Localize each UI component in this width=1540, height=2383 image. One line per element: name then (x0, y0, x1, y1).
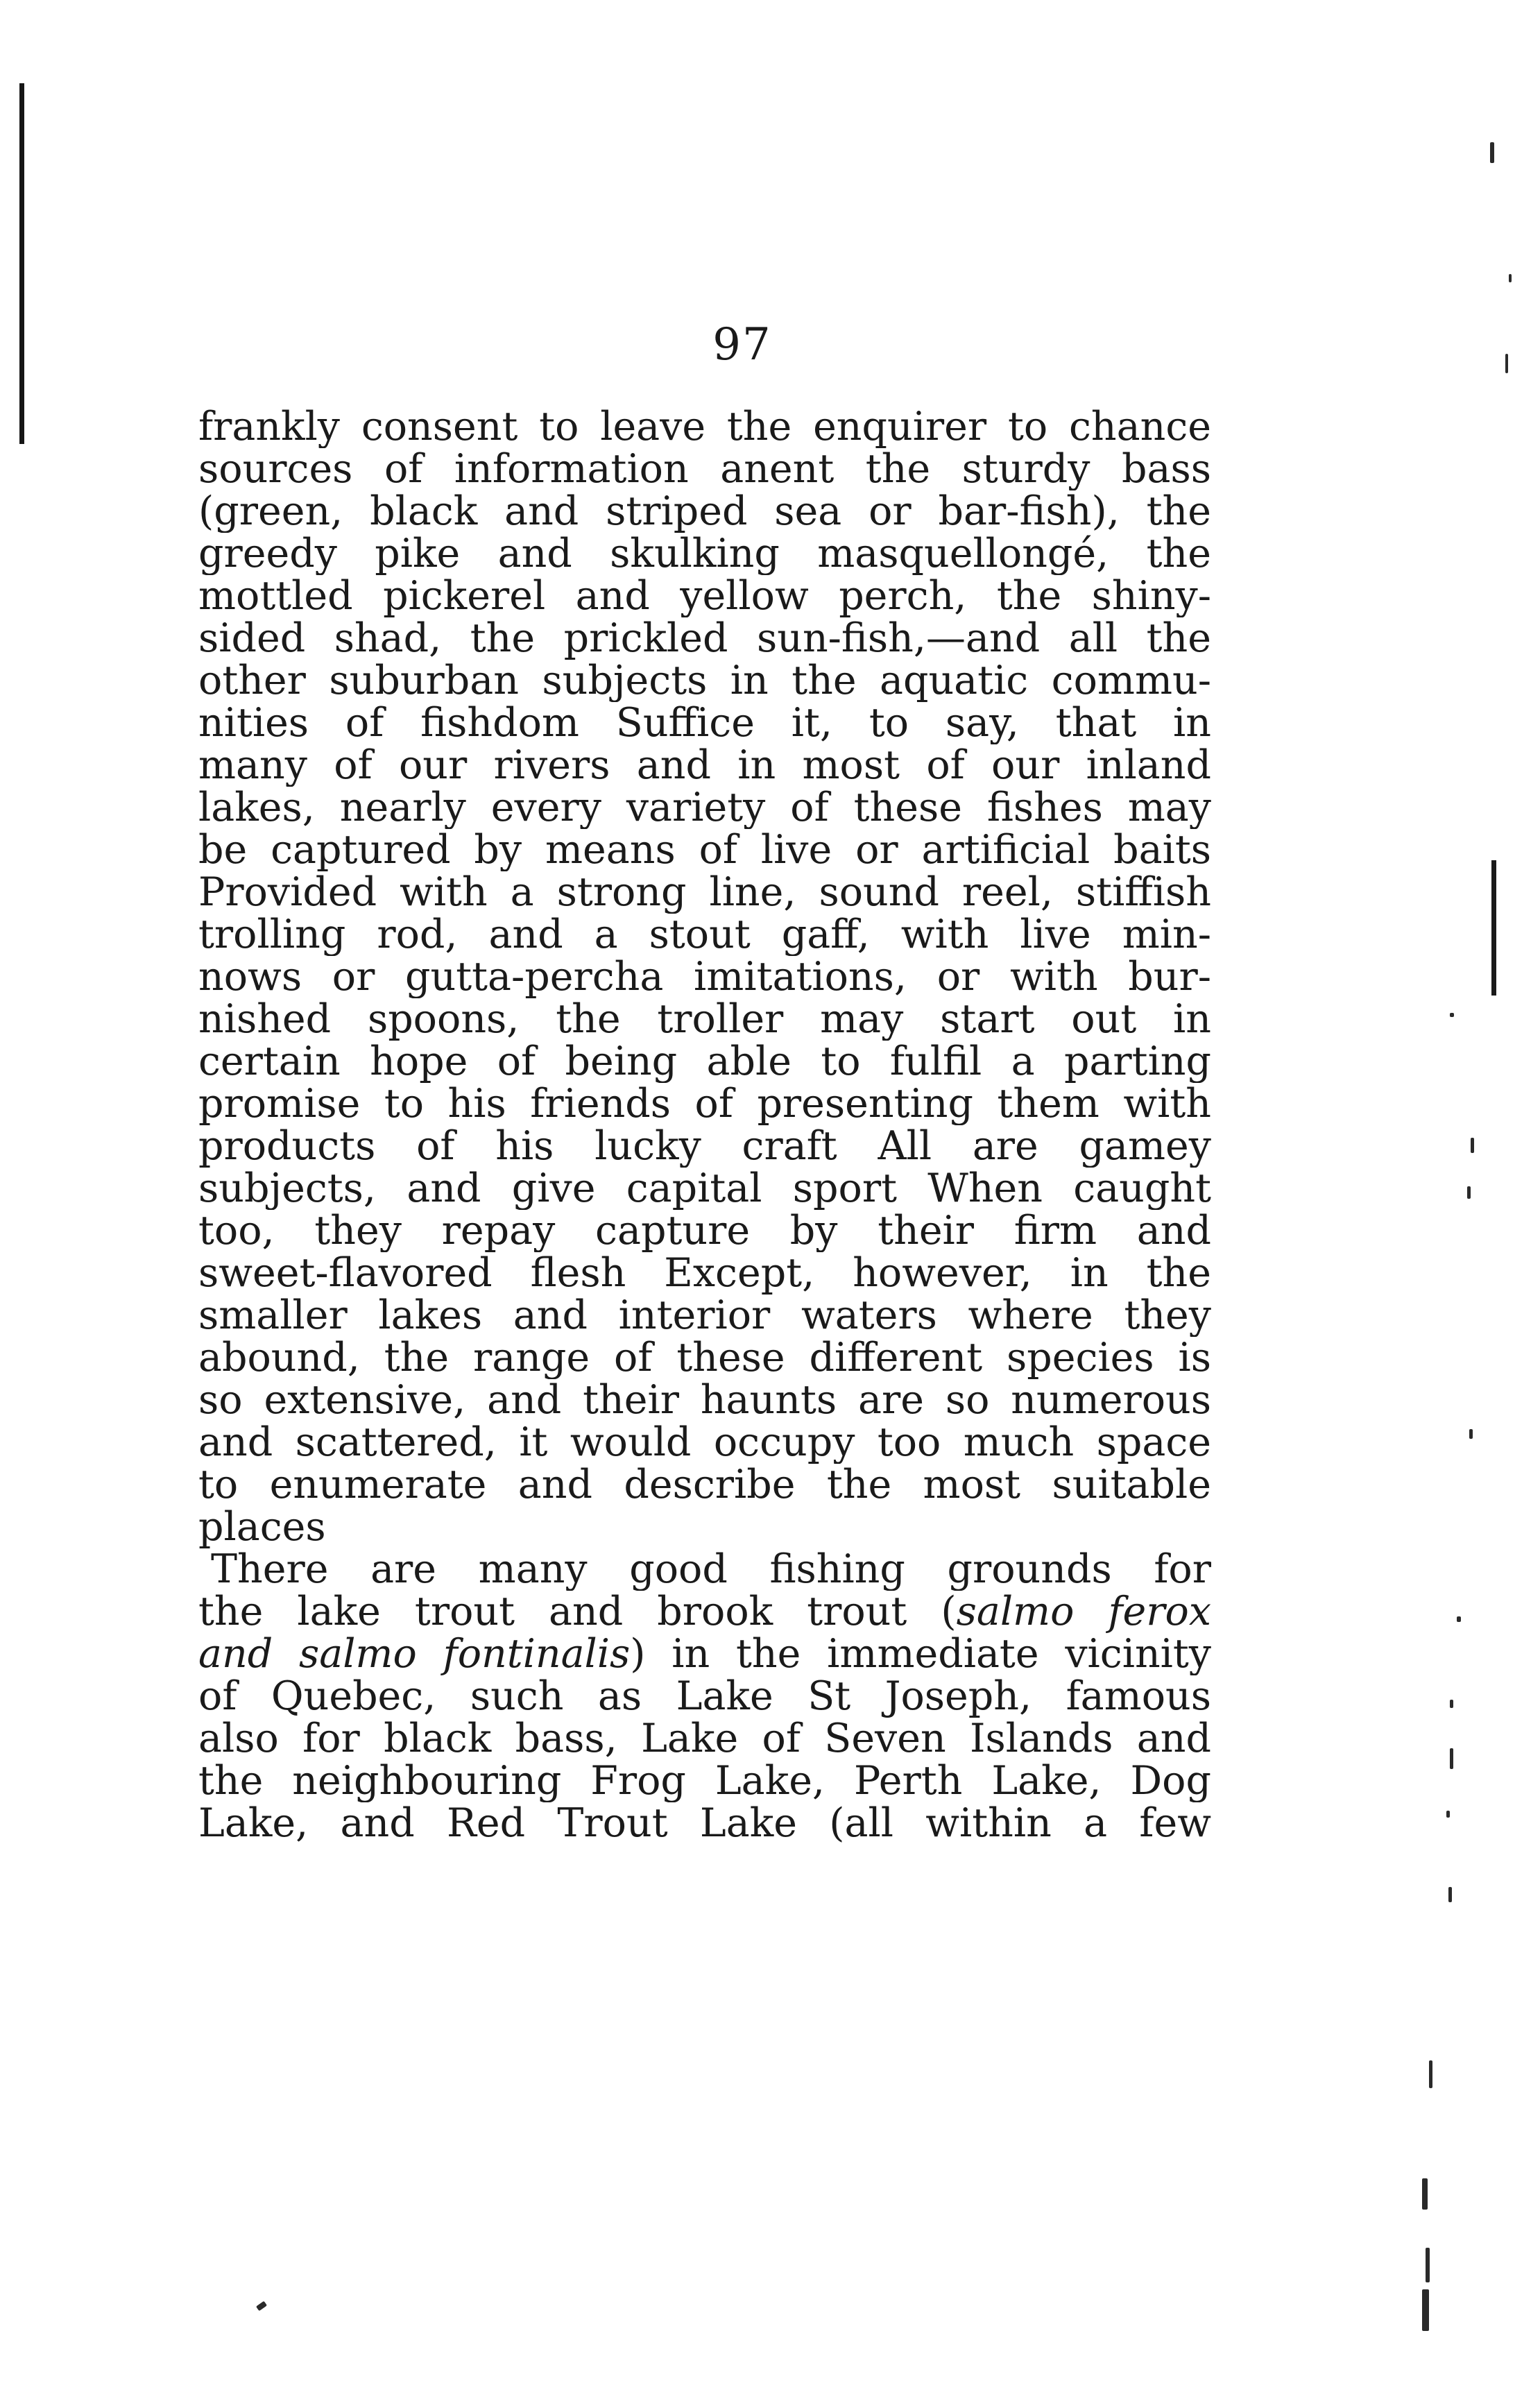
text-line: of Quebec, such as Lake St Joseph, famous (198, 1675, 1211, 1718)
text-line: trolling rod, and a stout gaff, with live min- (198, 914, 1211, 956)
text-line: nows or gutta-percha imitations, or with bur- (198, 956, 1211, 998)
text-line: mottled pickerel and yellow perch, the shiny- (198, 575, 1211, 617)
text-span: the lake trout and brook trout ( (198, 1591, 957, 1633)
scan-speck (1471, 1138, 1474, 1153)
scan-speck (1429, 2060, 1432, 2088)
text-line: nities of fishdom Suffice it, to say, that in (198, 702, 1211, 744)
text-line: There are many good fishing grounds for (211, 1548, 1211, 1591)
text-span: ) in the immediate vicinity (630, 1633, 1211, 1675)
scan-speck (1469, 1429, 1473, 1439)
page-number: 97 (712, 319, 772, 370)
text-line: to enumerate and describe the most suitable (198, 1464, 1211, 1506)
text-line: nished spoons, the troller may start out in (198, 998, 1211, 1041)
body-text (198, 406, 1211, 1845)
text-line (198, 1591, 1211, 1633)
text-line: Provided with a strong line, sound reel, stiffish (198, 871, 1211, 914)
text-line (198, 1633, 1211, 1675)
text-line: abound, the range of these different species is (198, 1337, 1211, 1379)
text-line: lakes, nearly every variety of these fishes may (198, 787, 1211, 829)
text-line: smaller lakes and interior waters where they (198, 1295, 1211, 1337)
scan-speck (1446, 1811, 1450, 1818)
text-line: products of his lucky craft All are gamey (198, 1125, 1211, 1168)
text-line: subjects, and give capital sport When caught (198, 1168, 1211, 1210)
scan-speck (1505, 354, 1508, 373)
text-line: Lake, and Red Trout Lake (all within a few (198, 1802, 1211, 1845)
scan-speck (1509, 274, 1512, 282)
text-line: certain hope of being able to fulfil a parting (198, 1041, 1211, 1083)
scan-speck (256, 2301, 267, 2312)
text-line: frankly consent to leave the enquirer to chance (198, 406, 1211, 448)
text-line: greedy pike and skulking masquellongé, the (198, 533, 1211, 575)
text-line: promise to his friends of presenting them with (198, 1083, 1211, 1125)
scan-speck (1450, 1700, 1453, 1708)
latin-name: salmo ferox (956, 1591, 1211, 1633)
latin-name: and salmo fontinalis (198, 1633, 631, 1675)
text-line: sources of information anent the sturdy bass (198, 448, 1211, 490)
scan-speck (1426, 2248, 1430, 2282)
text-line: too, they repay capture by their firm and (198, 1210, 1211, 1252)
text-line: (green, black and striped sea or bar-fish), the (198, 490, 1211, 533)
text-line: so extensive, and their haunts are so numerous (198, 1379, 1211, 1421)
text-line: places (198, 1506, 326, 1548)
text-line: other suburban subjects in the aquatic commu- (198, 660, 1211, 702)
scan-speck (1457, 1616, 1461, 1622)
text-line: and scattered, it would occupy too much space (198, 1421, 1211, 1464)
text-line: be captured by means of live or artificial baits (198, 829, 1211, 871)
text-line: sweet-flavored flesh Except, however, in the (198, 1252, 1211, 1295)
scan-speck (1450, 1013, 1454, 1017)
text-line: also for black bass, Lake of Seven Islands and (198, 1718, 1211, 1760)
scan-speck (1422, 2178, 1428, 2210)
scan-speck (1450, 1748, 1453, 1769)
text-line: sided shad, the prickled sun-fish,—and all the (198, 617, 1211, 660)
scan-speck (1448, 1887, 1452, 1902)
scan-speck (1490, 142, 1494, 163)
right-margin-bar (1491, 860, 1496, 996)
scan-speck (1467, 1186, 1471, 1199)
scan-speck (1422, 2289, 1429, 2331)
text-line: many of our rivers and in most of our inland (198, 744, 1211, 787)
left-margin-bar (19, 83, 24, 444)
text-line: the neighbouring Frog Lake, Perth Lake, Dog (198, 1760, 1211, 1802)
